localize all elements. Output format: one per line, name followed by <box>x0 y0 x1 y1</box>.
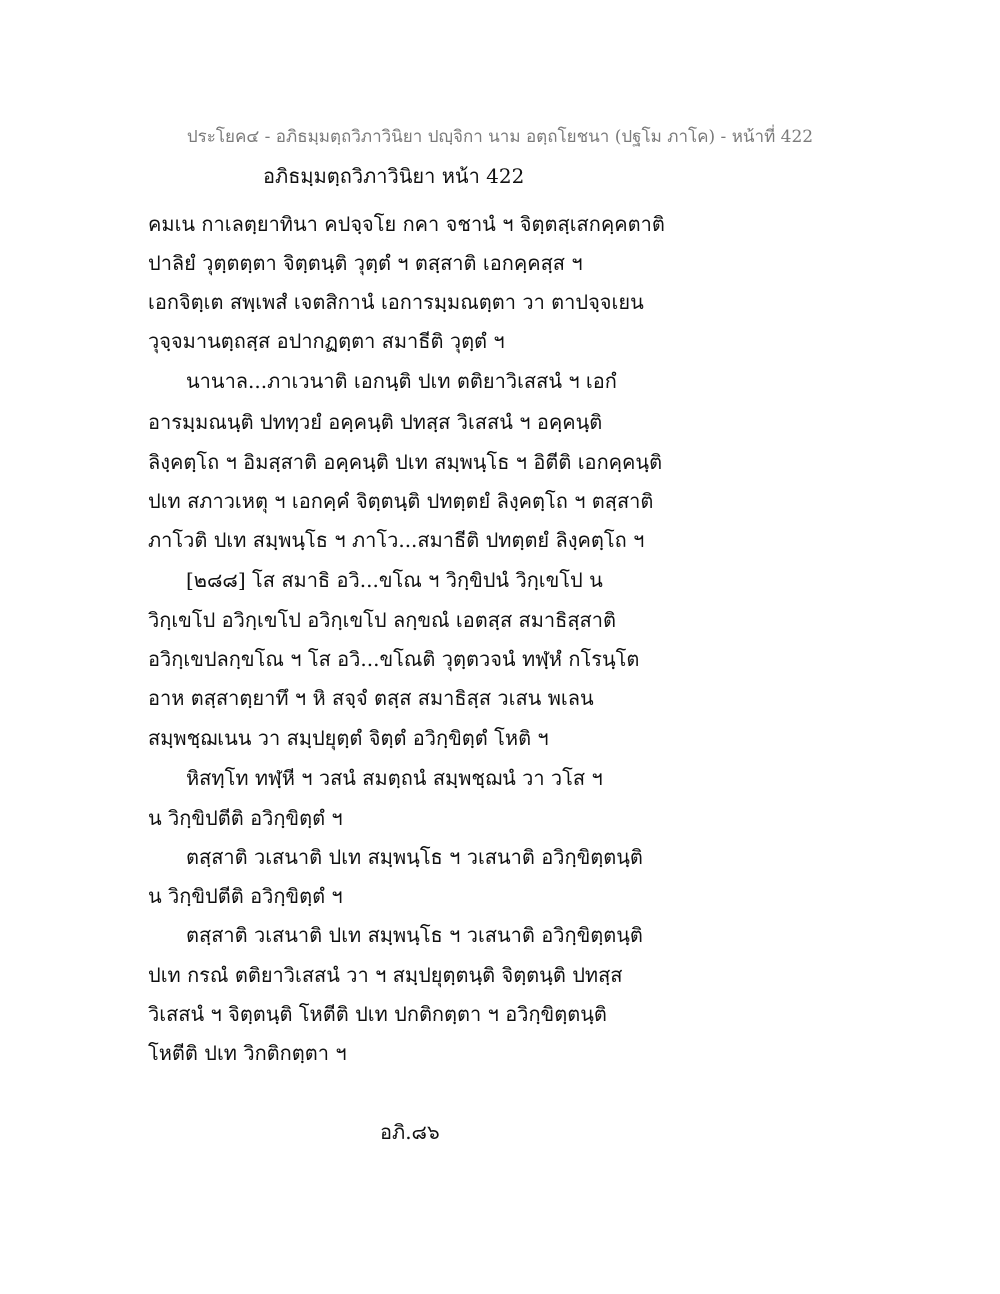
page-footer: อภิ.๘๖ <box>380 1120 440 1144</box>
text-line: อารมฺมณนฺติ ปททฺวยํ อคฺคนฺติ ปทสฺส วิเสสนํ ฯ อคฺคนฺติ <box>148 410 603 434</box>
text-line: ปาลิยํ วุตฺตตฺตา จิตฺตนฺติ วุตฺตํ ฯ ตสฺสาติ เอกคฺคสฺส ฯ <box>148 251 583 275</box>
text-line: ปเท สภาวเหตุ ฯ เอกคฺคํ จิตฺตนฺติ ปทตฺตยํ ลิงฺคตฺโถ ฯ ตสฺสาติ <box>148 489 654 513</box>
text-line: น วิกฺขิปตีติ อวิกฺขิตฺตํ ฯ <box>148 884 343 908</box>
text-line: ตสฺสาติ วเสนาติ ปเท สมฺพนฺโธ ฯ วเสนาติ อวิกฺขิตฺตนฺติ <box>186 845 643 869</box>
text-line: วุจฺจมานตฺถสฺส อปากฏตฺตา สมาธีติ วุตฺตํ ฯ <box>148 329 505 353</box>
text-line: ตสฺสาติ วเสนาติ ปเท สมฺพนฺโธ ฯ วเสนาติ อวิกฺขิตฺตนฺติ <box>186 923 643 947</box>
text-line: สมฺพชฺฌเนน วา สมฺปยุตฺตํ จิตฺตํ อวิกฺขิตฺตํ โหติ ฯ <box>148 726 549 750</box>
text-line: ปเท กรณํ ตติยาวิเสสนํ วา ฯ สมฺปยุตฺตนฺติ จิตฺตนฺติ ปทสฺส <box>148 963 623 987</box>
text-line: ลิงฺคตฺโถ ฯ อิมสฺสาติ อคฺคนฺติ ปเท สมฺพนฺโธ ฯ อิตีติ เอกคฺคนฺติ <box>148 450 663 474</box>
text-line: คมเน กาเลตฺยาทินา คปจฺจโย กคา จชานํ ฯ จิตฺตสฺเสกคฺคตาติ <box>148 212 665 236</box>
text-line: อวิกฺเขปลกฺขโณ ฯ โส อวิ...ขโณติ วุตฺตวจนํ ทฬฺหํ กโรนฺโต <box>148 647 640 671</box>
text-line: [๒๘๘] โส สมาธิ อวิ...ขโณ ฯ วิกฺขิปนํ วิกฺเขโป น <box>186 568 603 592</box>
text-line: เอกจิตฺเต สพฺเพสํ เจตสิกานํ เอการมฺมณตฺตา วา ตาปจฺจเยน <box>148 290 644 314</box>
book-title: อภิธมฺมตฺถวิภาวินิยา หน้า 422 <box>263 164 525 188</box>
text-line: วิเสสนํ ฯ จิตฺตนฺติ โหตีติ ปเท ปกติกตฺตา ฯ อวิกฺขิตฺตนฺติ <box>148 1002 607 1026</box>
running-header: ประโยค๔ - อภิธมฺมตฺถวิภาวินิยา ปญฺจิกา นาม อตฺถโยชนา (ปฐโม ภาโค) - หน้าที่ 422 <box>186 127 814 147</box>
text-line: ภาโวติ ปเท สมฺพนฺโธ ฯ ภาโว...สมาธีติ ปทตฺตยํ ลิงฺคตฺโถ ฯ <box>148 528 645 552</box>
text-line: อาห ตสฺสาตฺยาทึ ฯ หิ สจฺจํ ตสฺส สมาธิสฺส วเสน พเลน <box>148 686 594 710</box>
text-line: นานาล...ภาเวนาติ เอกนฺติ ปเท ตติยาวิเสสนํ ฯ เอกํ <box>186 369 617 393</box>
text-line: น วิกฺขิปตีติ อวิกฺขิตฺตํ ฯ <box>148 806 343 830</box>
text-line: โหตีติ ปเท วิกติกตฺตา ฯ <box>148 1041 347 1065</box>
text-line: วิกฺเขโป อวิกฺเขโป อวิกฺเขโป ลกฺขณํ เอตสฺส สมาธิสฺสาติ <box>148 608 616 632</box>
text-line: หิสทฺโท ทฬฺหี ฯ วสนํ สมตฺถนํ สมฺพชฺฌนํ วา วโส ฯ <box>186 766 603 790</box>
